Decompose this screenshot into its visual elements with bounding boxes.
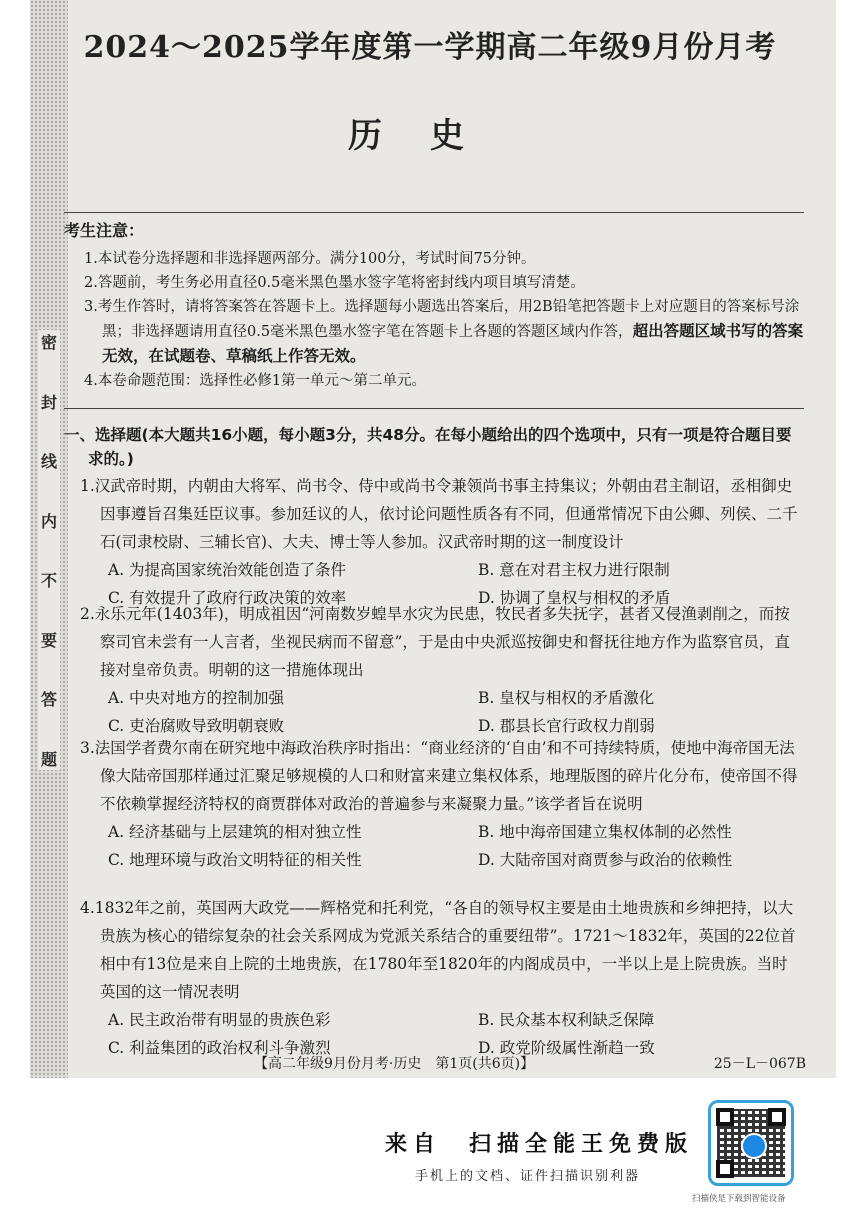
question-3 bbox=[80, 734, 798, 874]
option-a[interactable]: A. 为提高国家统治效能创造了条件 bbox=[108, 561, 347, 579]
question-4 bbox=[80, 894, 798, 1062]
exam-title: 2024～2025学年度第一学期高二年级9月份月考 bbox=[83, 30, 777, 65]
notice-item: 2.答题前，考生务必用直径0.5毫米黑色墨水签字笔将密封线内项目填写清楚。 bbox=[84, 275, 585, 291]
qr-finder bbox=[716, 1160, 734, 1178]
question-stem: 4.1832年之前，英国两大政党——辉格党和托利党，“各自的领导权主要是由土地贵族和乡绅把持，以大贵族为核心的错综复杂的社会关系网成为党派关系结合的重要纽带”。1721～1832年，英国的22位首相中有13位是来自上院的土地贵族，在1780年至1820年的内阁成员中，一半以上是上院贵族。当时英国的这一情况表明 bbox=[80, 899, 796, 1001]
notice-emphasis: 超出答题区域书写的答案无效，在试题卷、草稿纸上作答无效。 bbox=[102, 322, 804, 365]
option-b[interactable]: B. 意在对君主权力进行限制 bbox=[478, 561, 670, 579]
option-c[interactable]: C. 地理环境与政治文明特征的相关性 bbox=[108, 851, 362, 869]
qr-finder bbox=[716, 1108, 734, 1126]
option-d[interactable]: D. 协调了皇权与相权的矛盾 bbox=[478, 589, 671, 607]
app-logo-icon bbox=[741, 1133, 767, 1159]
seal-char: 要 bbox=[40, 630, 57, 650]
notice-top-divider bbox=[64, 212, 804, 213]
options bbox=[80, 684, 798, 740]
notice-bottom-divider bbox=[64, 408, 804, 409]
seal-char: 线 bbox=[40, 452, 57, 472]
notice-item: 1.本试卷分选择题和非选择题两部分。满分100分，考试时间75分钟。 bbox=[84, 251, 536, 267]
option-a[interactable]: A. 民主政治带有明显的贵族色彩 bbox=[108, 1011, 331, 1029]
scanner-ad-title: 来自 扫描全能王免费版 bbox=[385, 1131, 694, 1157]
question-stem: 1.汉武帝时期，内朝由大将军、尚书令、侍中或尚书令兼领尚书事主持集议；外朝由君主制诏，丞相御史因事遵旨召集廷臣议事。参加廷议的人，依讨论问题性质各有不同，但通常情况下由公卿、列侯、二千石(司隶校尉、三辅长官)、大夫、博士等人参加。汉武帝时期的这一制度设计 bbox=[80, 477, 798, 551]
section-heading bbox=[64, 423, 794, 471]
section-title: 一、选择题(本大题共16小题，每小题3分，共48分。在每小题给出的四个选项中，只有一项是符合题目要求的。) bbox=[64, 426, 792, 468]
option-c[interactable]: C. 吏治腐败导致明朝衰败 bbox=[108, 717, 285, 735]
seal-char: 题 bbox=[40, 749, 57, 769]
option-b[interactable]: B. 皇权与相权的矛盾激化 bbox=[478, 689, 655, 707]
notice-item: 4.本卷命题范围：选择性必修1第一单元～第二单元。 bbox=[84, 373, 427, 389]
qr-caption: 扫描侠是下载到智能设备 bbox=[692, 1194, 786, 1204]
paper-code: 25－L－067B bbox=[713, 1056, 806, 1072]
option-d[interactable]: D. 郡县长官行政权力削弱 bbox=[478, 717, 655, 735]
seal-char: 封 bbox=[40, 392, 57, 412]
candidate-notice bbox=[64, 218, 804, 393]
seal-line-text bbox=[38, 330, 60, 770]
seal-char: 答 bbox=[40, 690, 57, 710]
notice-item bbox=[64, 295, 804, 369]
notice-heading: 考生注意： bbox=[64, 221, 145, 240]
question-2 bbox=[80, 600, 798, 740]
option-b[interactable]: B. 地中海帝国建立集权体制的必然性 bbox=[478, 823, 732, 841]
seal-char: 不 bbox=[40, 571, 57, 591]
question-1 bbox=[80, 472, 798, 612]
option-c[interactable]: C. 利益集团的政治权利斗争激烈 bbox=[108, 1039, 331, 1057]
options bbox=[80, 818, 798, 874]
option-b[interactable]: B. 民众基本权利缺乏保障 bbox=[478, 1011, 655, 1029]
seal-char: 内 bbox=[40, 511, 57, 531]
option-a[interactable]: A. 经济基础与上层建筑的相对独立性 bbox=[108, 823, 362, 841]
option-a[interactable]: A. 中央对地方的控制加强 bbox=[108, 689, 285, 707]
option-c[interactable]: C. 有效提升了政府行政决策的效率 bbox=[108, 589, 347, 607]
subject-title: 历史 bbox=[348, 116, 512, 156]
seal-char: 密 bbox=[40, 333, 57, 352]
qr-code-icon[interactable] bbox=[708, 1100, 794, 1186]
question-stem: 2.永乐元年(1403年)，明成祖因“河南数岁蝗旱水灾为民患，牧民者多失抚字，甚者又侵渔剥削之，而按察司官未尝有一人言者，坐视民病而不留意”，于是由中央派巡按御史和督抚往地方作为监察官员，直接对皇帝负责。明朝的这一措施体现出 bbox=[80, 605, 790, 679]
question-stem: 3.法国学者费尔南在研究地中海政治秩序时指出：“商业经济的‘自由’和不可持续特质，使地中海帝国无法像大陆帝国那样通过汇聚足够规模的人口和财富来建立集权体系，地理版图的碎片化分布，使帝国不得不依赖掌握经济特权的商贾群体对政治的普遍参与来凝聚力量。”该学者旨在说明 bbox=[80, 739, 798, 813]
page-info: 【高二年级9月份月考·历史 第1页(共6页)】 bbox=[254, 1056, 535, 1072]
scanner-ad-subtitle: 手机上的文档、证件扫描识别利器 bbox=[415, 1169, 641, 1184]
option-d[interactable]: D. 大陆帝国对商贾参与政治的依赖性 bbox=[478, 851, 733, 869]
notice-item-text: 3.考生作答时，请将答案答在答题卡上。选择题每小题选出答案后，用2B铅笔把答题卡上对应题目的答案标号涂黑；非选择题请用直径0.5毫米黑色墨水签字笔在答题卡上各题的答题区域内作答， bbox=[84, 299, 800, 340]
option-d[interactable]: D. 政党阶级属性渐趋一致 bbox=[478, 1039, 655, 1057]
qr-finder bbox=[768, 1108, 786, 1126]
